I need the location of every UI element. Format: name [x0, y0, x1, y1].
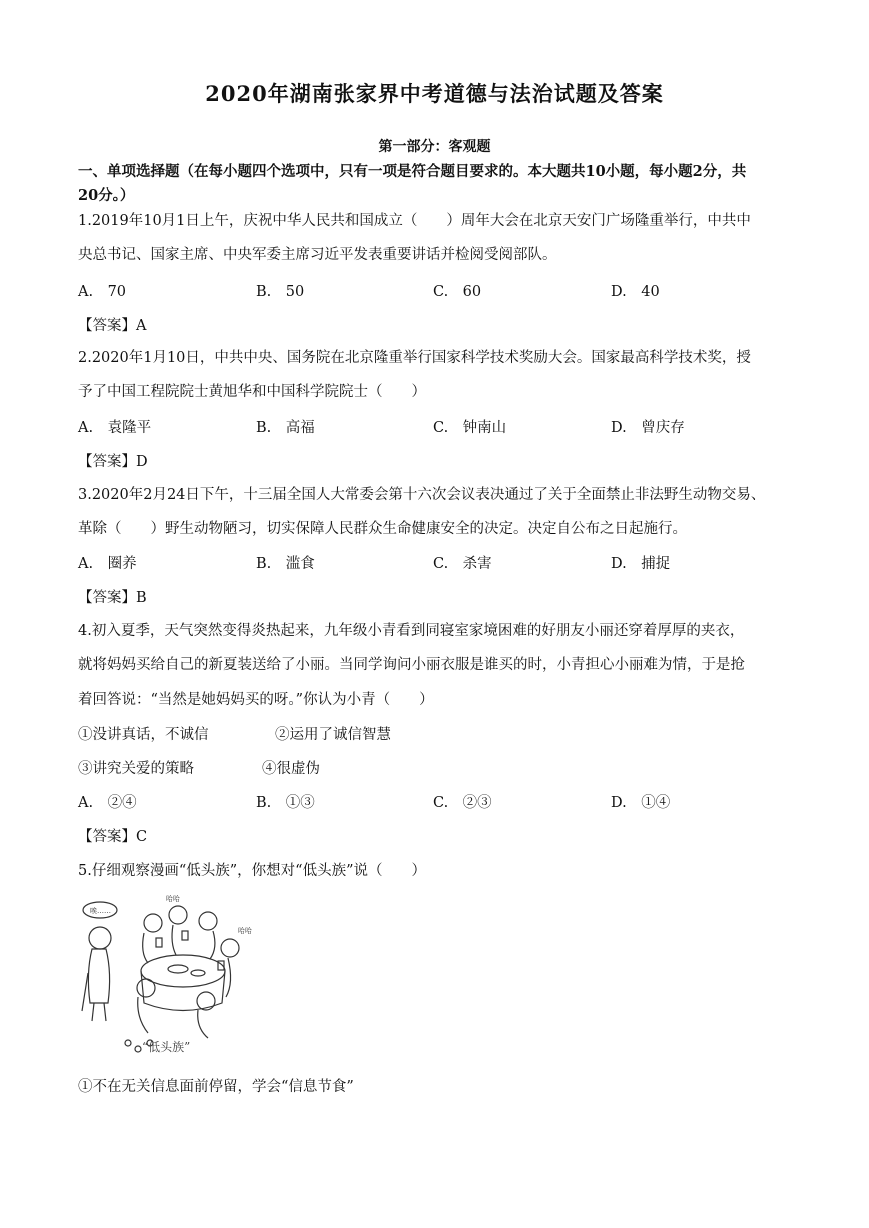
question-2-option-c: C. 钟南山: [433, 420, 507, 436]
diner-head: [169, 906, 187, 924]
elder-body: [88, 949, 109, 1003]
bubble-text-1: 唉……: [90, 907, 111, 915]
document-title: 2020年湖南张家界中考道德与法治试题及答案: [205, 81, 664, 106]
question-1-answer: 【答案】A: [78, 318, 147, 334]
question-2-option-a: A. 袁隆平: [78, 420, 152, 436]
question-4-option-b: B. ①③: [256, 795, 315, 811]
question-4-stem: 4.初入夏季，天气突然变得炎热起来，九年级小青看到同寝室家境困难的好朋友小丽还穿着厚厚的夹衣，: [78, 623, 745, 639]
part-heading: 第一部分：客观题: [378, 139, 491, 155]
question-4-option-a: A. ②④: [78, 795, 137, 811]
question-4-option-d: D. ①④: [611, 795, 671, 811]
question-1-option-b: B. 50: [256, 284, 305, 300]
question-4-statement-1: ①没讲真话，不诚信: [78, 727, 209, 743]
question-3-stem: 3.2020年2月24日下午，十三届全国人大常委会第十六次会议表决通过了关于全面禁止非法野生动物交易、: [78, 487, 766, 503]
question-1-option-a: A. 70: [78, 284, 127, 300]
question-3-option-b: B. 滥食: [256, 556, 315, 572]
diner-head: [221, 939, 239, 957]
question-4-statement-3: ③讲究关爱的策略: [78, 761, 194, 777]
question-4-stem-cont2: 着回答说：“当然是她妈妈买的呀。”你认为小青（ ）: [78, 692, 434, 708]
question-3-option-c: C. 杀害: [433, 556, 492, 572]
elder-head: [89, 927, 111, 949]
bubble-text-3: 哈哈: [238, 927, 252, 935]
diner-head: [144, 914, 162, 932]
cartoon-caption: “低头族”: [142, 1040, 191, 1054]
question-4-option-c: C. ②③: [433, 795, 492, 811]
question-2-option-b: B. 高福: [256, 420, 315, 436]
question-2-stem: 2.2020年1月10日，中共中央、国务院在北京隆重举行国家科学技术奖励大会。国家最高科学技术奖，授: [78, 350, 751, 366]
question-4-answer: 【答案】C: [78, 829, 148, 845]
question-3-stem-cont: 革除（ ）野生动物陋习，切实保障人民群众生命健康安全的决定。决定自公布之日起施行。: [78, 521, 687, 537]
question-4-statement-4: ④很虚伪: [262, 761, 320, 777]
question-3-option-d: D. 捕捉: [611, 556, 671, 572]
question-1-option-c: C. 60: [433, 284, 482, 300]
diner-head: [137, 979, 155, 997]
question-2-option-d: D. 曾庆存: [611, 420, 685, 436]
question-2-answer: 【答案】D: [78, 454, 148, 470]
bubble-text-2: 哈哈: [166, 895, 180, 903]
question-1-stem-cont: 央总书记、国家主席、中央军委主席习近平发表重要讲话并检阅受阅部队。: [78, 247, 557, 263]
question-4-statement-2: ②运用了诚信智慧: [275, 727, 391, 743]
question-2-stem-cont: 予了中国工程院院士黄旭华和中国科学院院士（ ）: [78, 384, 426, 400]
question-5-stem: 5.仔细观察漫画“低头族”，你想对“低头族”说（ ）: [78, 863, 426, 879]
question-5-statement-1: ①不在无关信息面前停留，学会“信息节食”: [78, 1079, 354, 1095]
question-4-stem-cont: 就将妈妈买给自己的新夏装送给了小丽。当同学询问小丽衣服是谁买的时，小青担心小丽难为情，于是抢: [78, 657, 745, 673]
walking-cane: [82, 973, 88, 1011]
question-1-option-d: D. 40: [611, 284, 660, 300]
section-instruction-cont: 20分。）: [78, 187, 135, 204]
question-1-stem: 1.2019年10月1日上午，庆祝中华人民共和国成立（ ）周年大会在北京天安门广场隆重举行，中共中: [78, 213, 751, 229]
section-instruction: 一、单项选择题（在每小题四个选项中，只有一项是符合题目要求的。本大题共10小题，每小题2分，共: [78, 163, 747, 180]
diner-head: [199, 912, 217, 930]
question-3-option-a: A. 圈养: [78, 556, 137, 572]
question-3-answer: 【答案】B: [78, 590, 147, 606]
